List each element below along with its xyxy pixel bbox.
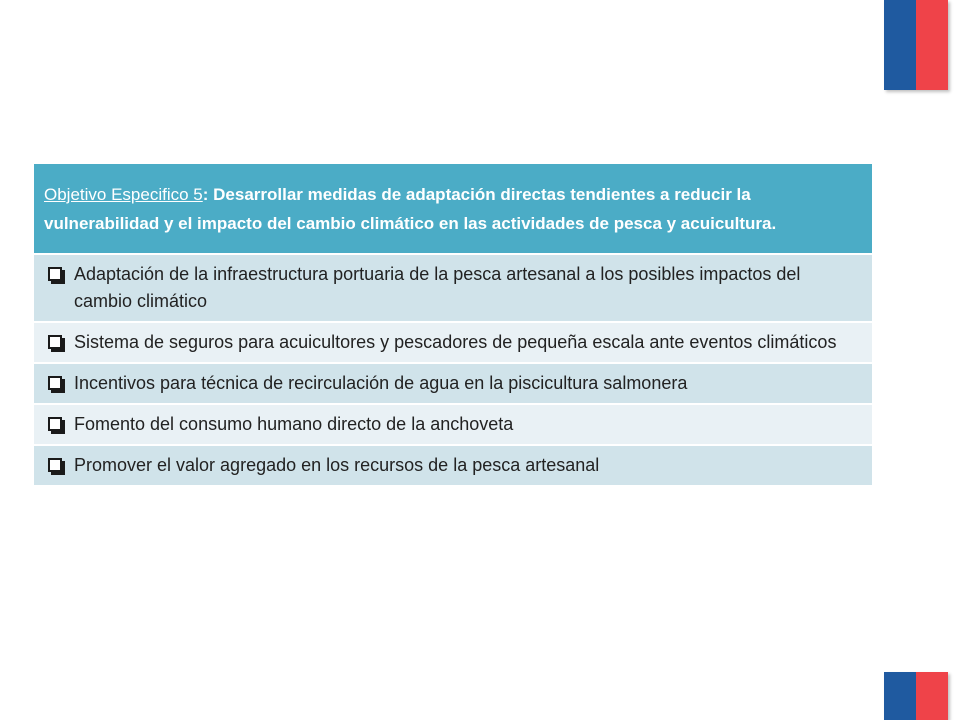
- table-header-row: [34, 164, 872, 254]
- objective-title: Objetivo Especifico 5: [44, 185, 203, 204]
- table-row: [34, 363, 872, 404]
- checkbox-square-icon: [48, 458, 62, 472]
- checkbox-square-icon: [48, 417, 62, 431]
- flag-red-stripe: [916, 0, 948, 90]
- measure-text: Promover el valor agregado en los recursos de la pesca artesanal: [74, 455, 600, 475]
- checkbox-square-icon: [48, 376, 62, 390]
- checkbox-square-icon: [48, 267, 62, 281]
- flag-blue-stripe: [884, 0, 916, 90]
- table-row: [34, 404, 872, 445]
- table-cell: [34, 254, 872, 322]
- table-cell: [34, 322, 872, 363]
- flag-decoration-top: [884, 0, 948, 90]
- objective-header: [34, 164, 872, 254]
- table-row: [34, 322, 872, 363]
- table-row: [34, 445, 872, 486]
- table-row: [34, 254, 872, 322]
- objective-description: : Desarrollar medidas de adaptación directas tendientes a reducir la vulnerabilidad y el impacto del cambio climático en las actividades de pesca y acuicultura.: [44, 185, 777, 233]
- measure-text: Sistema de seguros para acuicultores y pescadores de pequeña escala ante eventos climáticos: [74, 332, 837, 352]
- table-cell: [34, 363, 872, 404]
- table-cell: [34, 404, 872, 445]
- objective-table: [34, 164, 872, 487]
- measure-text: Fomento del consumo humano directo de la anchoveta: [74, 414, 514, 434]
- measure-text: Incentivos para técnica de recirculación de agua en la piscicultura salmonera: [74, 373, 688, 393]
- flag-blue-stripe: [884, 672, 916, 720]
- checkbox-square-icon: [48, 335, 62, 349]
- flag-red-stripe: [916, 672, 948, 720]
- measure-text: Adaptación de la infraestructura portuaria de la pesca artesanal a los posibles impactos del cambio climático: [74, 264, 801, 311]
- table-cell: [34, 445, 872, 486]
- flag-decoration-bottom: [884, 672, 948, 720]
